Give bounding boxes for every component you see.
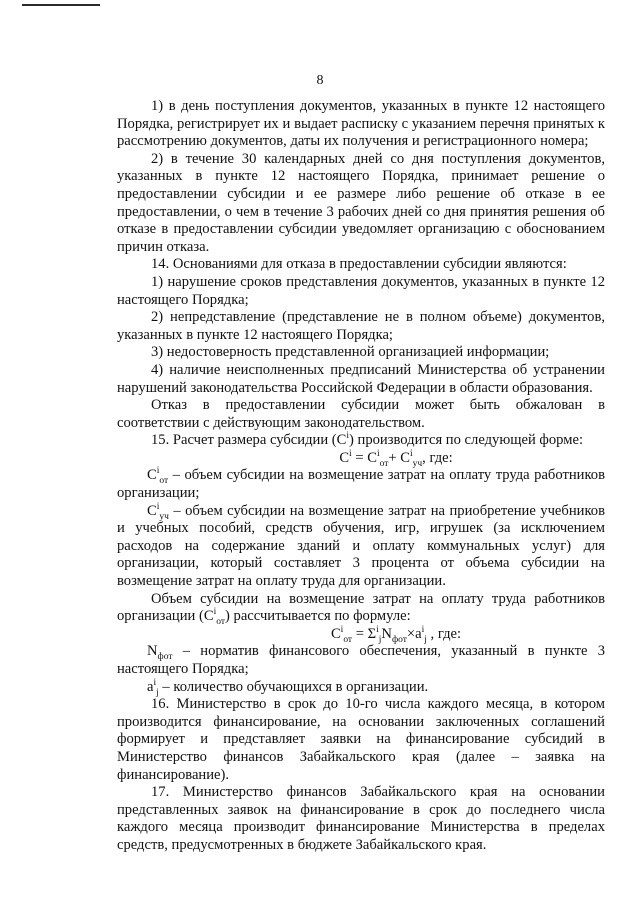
formula-sup: i — [410, 449, 413, 460]
formula-term: = Σ — [352, 625, 377, 642]
symbol-sup: i — [153, 677, 157, 688]
formula-sup: i — [340, 624, 344, 635]
paragraph-16: 16. Министерство в срок до 10-го числа каждого месяца, в котором производится финансирование, на основании заключенных соглашений формирует и представляет заявки на финансирование субсидий в Министерство финансов Забайкальского края (далее – заявка на финансирование). — [117, 696, 605, 783]
definition-c-ot — [117, 467, 605, 502]
p15-text-b: ) производится по следующей форме: — [349, 432, 583, 449]
paragraph-14-1: 1) нарушение сроков представления документов, указанных в пункте 12 настоящего Порядка; — [117, 273, 605, 308]
definition-a-j — [117, 679, 605, 697]
formula-term: , где: — [422, 449, 453, 466]
definition-text: – количество обучающихся в организации. — [158, 678, 429, 695]
symbol: a — [147, 678, 154, 695]
definition-text: – объем субсидии на возмещение затрат на приобретение учебников и учебных пособий, средств обучения, игр, игрушек (за исключением расходов на содержание зданий и оплату коммунальных услуг) для организации, который составляет 3 процента от объема субсидии на возмещение затрат на оплату труда для организации. — [117, 502, 605, 590]
formula-term: ×a — [406, 625, 422, 642]
page-number: 8 — [316, 73, 324, 88]
document-body — [117, 98, 605, 855]
definition-text: – норматив финансового обеспечения, указанный в пункте 3 настоящего Порядка; — [117, 643, 605, 677]
symbol-sub: уч — [159, 511, 169, 522]
paragraph-text: Объем субсидии на возмещение затрат на оплату труда работников организации (С — [117, 590, 605, 625]
paragraph-17: 17. Министерство финансов Забайкальского края на основании представленных заявок на финансирование в срок до последнего числа каждого месяца производит финансирование Министерства в пределах средств, предусмотренных в бюджете Забайкальского края. — [117, 784, 605, 853]
formula-sub: от — [343, 634, 353, 645]
paragraph-volume-formula — [117, 591, 605, 626]
definition-n-fot — [117, 643, 605, 678]
paragraph-13-2: 2) в течение 30 календарных дней со дня поступления документов, указанных в пункте 12 настоящего Порядка, принимает решение о предоставлении субсидии и ее размере либо решение об отказе в ее предоставлении, о чем в течение 3 рабочих дней со дня принятия решения об отказе в предоставлении субсидии уведомляет организацию с обоснованием причин отказа. — [117, 150, 605, 255]
symbol-sub: фот — [157, 652, 173, 663]
p15-text-a: 15. Расчет размера субсидии (С — [151, 432, 347, 449]
symbol-sub: j — [156, 687, 159, 698]
paragraph-14-4: 4) наличие неисполненных предписаний Министерства об устранении нарушений законодательства Российской Федерации в области образования. — [117, 361, 605, 396]
symbol-sub: от — [216, 617, 226, 628]
formula-sub: j — [378, 634, 382, 645]
formula-c-ot — [117, 626, 605, 644]
definition-c-uch — [117, 503, 605, 591]
top-rule-line — [22, 4, 100, 6]
formula-sup: i — [421, 624, 425, 635]
symbol-sub: от — [159, 476, 169, 487]
symbol-sup: i — [156, 466, 160, 477]
definition-text: – объем субсидии на возмещение затрат на оплату труда работников организации; — [117, 467, 605, 502]
symbol: C — [147, 467, 157, 484]
formula-sub: j — [424, 634, 427, 645]
formula-sup: i — [349, 449, 352, 460]
formula-term: = C — [351, 449, 377, 466]
paragraph-15 — [117, 432, 605, 450]
formula-subsidy-total — [117, 450, 605, 468]
formula-term: N — [381, 625, 392, 642]
formula-sub: фот — [391, 634, 407, 645]
symbol-sup: i — [156, 501, 160, 512]
symbol-sup: i — [213, 607, 217, 618]
formula-term: C — [339, 449, 350, 466]
paragraph-14: 14. Основаниями для отказа в предоставлении субсидии являются: — [151, 256, 567, 273]
p15-sup: i — [346, 431, 350, 442]
paragraph-text: ) рассчитывается по формуле: — [225, 608, 411, 625]
paragraph-13-1: 1) в день поступления документов, указанных в пункте 12 настоящего Порядка, регистрирует их и выдает расписку с указанием перечня принятых к рассмотрению документов, даты их получения и регистрационного номера; — [117, 98, 605, 150]
formula-term: + C — [388, 449, 410, 466]
formula-sup: i — [376, 624, 379, 635]
formula-sub: от — [379, 458, 389, 469]
paragraph-14-3: 3) недостоверность представленной организацией информации; — [151, 344, 550, 361]
paragraph-appeal: Отказ в предоставлении субсидии может быть обжалован в соответствии с действующим законодательством. — [117, 397, 605, 431]
formula-term: , где: — [426, 625, 462, 642]
formula-sub: уч — [412, 458, 423, 469]
formula-term: C — [330, 625, 341, 642]
symbol: C — [147, 502, 157, 519]
formula-sup: i — [376, 449, 380, 460]
paragraph-14-2: 2) непредставление (представление не в полном объеме) документов, указанных в пункте 12 настоящего Порядка; — [117, 309, 605, 343]
symbol: N — [147, 643, 158, 660]
